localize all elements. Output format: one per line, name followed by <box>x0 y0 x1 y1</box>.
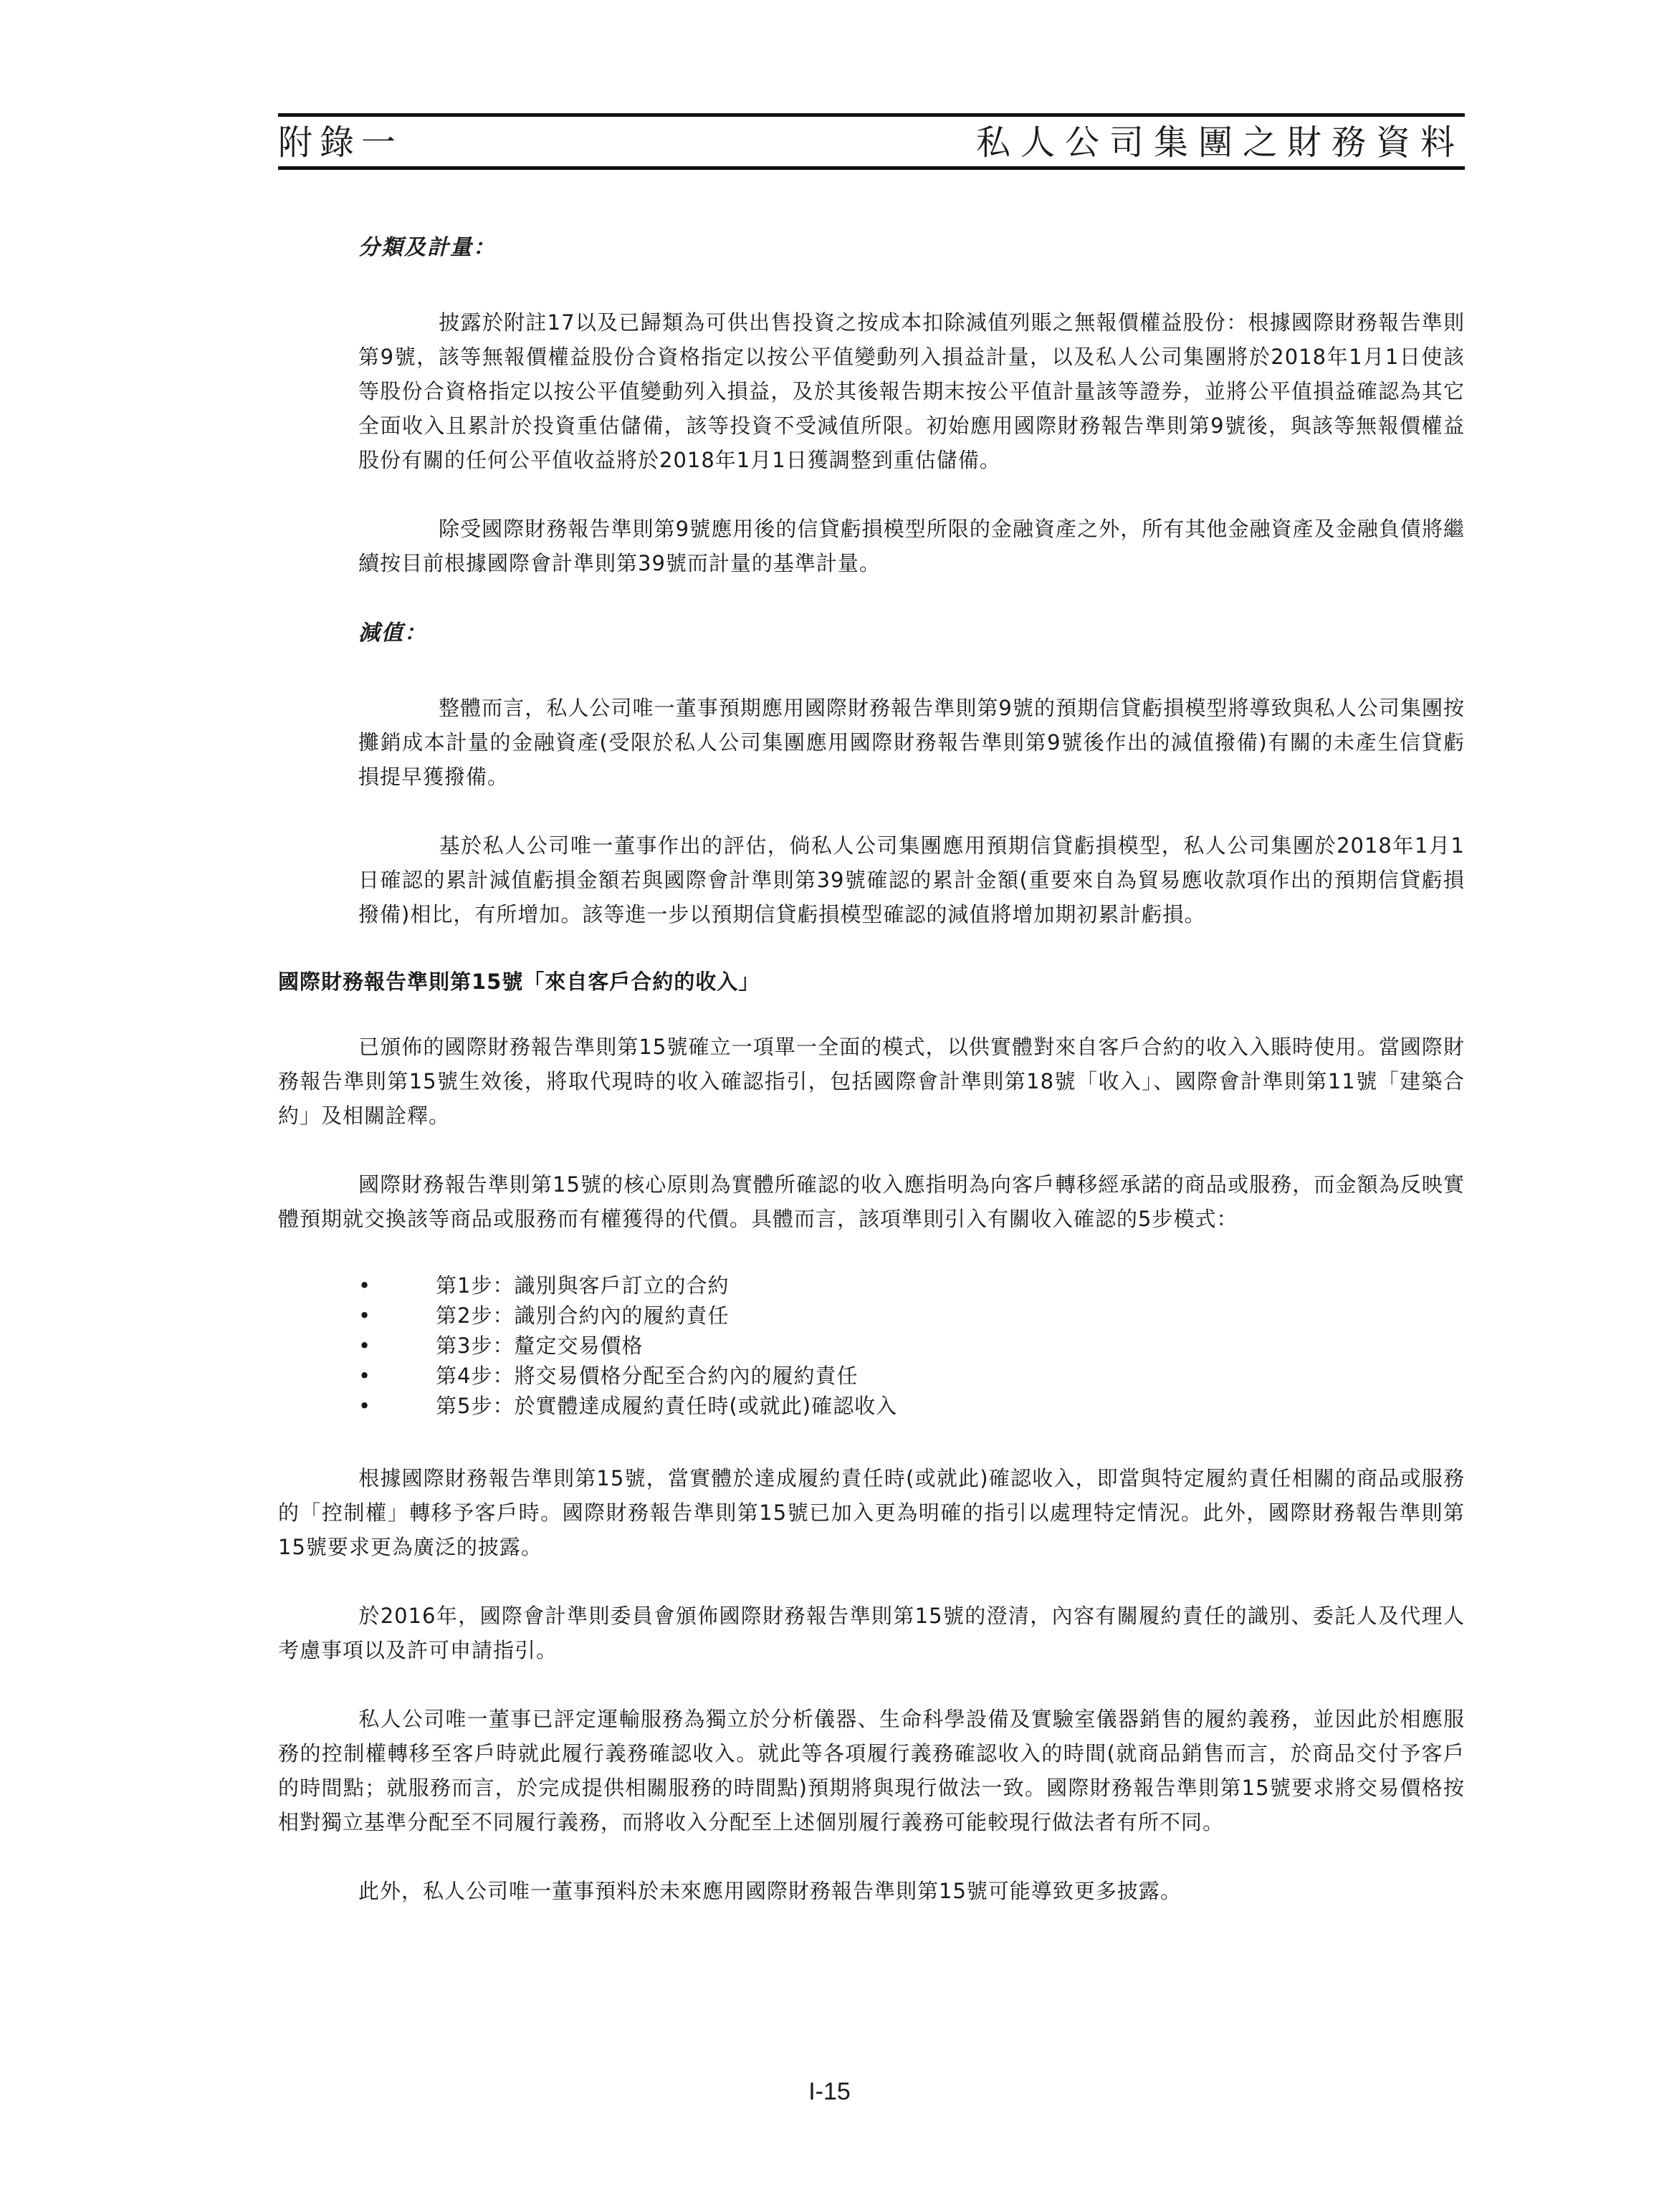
paragraph-equity-shares: 披露於附註17以及已歸類為可供出售投資之按成本扣除減值列賬之無報價權益股份：根據國際財務報告準則第9號，該等無報價權益股份合資格指定以按公平值變動列入損益計量，以及私人公司集團將於2018年1月1日使該等股份合資格指定以按公平值變動列入損益，及於其後報告期末按公平值計量該等證券，並將公平值損益確認為其它全面收入且累計於投資重估儲備，該等投資不受減值所限。初始應用國際財務報告準則第9號後，與該等無報價權益股份有關的任何公平值收益將於2018年1月1日獲調整到重估儲備。 <box>358 310 1465 472</box>
classification-heading: 分類及計量： <box>358 235 496 260</box>
paragraph-ifrs15-intro: 已頒佈的國際財務報告準則第15號確立一項單一全面的模式，以供實體對來自客戶合約的收入入賬時使用。當國際財務報告準則第15號生效後，將取代現時的收入確認指引，包括國際會計準則第18號「收入」、國際會計準則第11號「建築合約」及相關詮釋。 <box>278 1035 1465 1128</box>
paragraph-more-disclosure: 此外，私人公司唯一董事預料於未來應用國際財務報告準則第15號可能導致更多披露。 <box>358 1879 1182 1903</box>
page-body <box>278 229 1465 1943</box>
paragraph-impairment-assessment: 基於私人公司唯一董事作出的評估，倘私人公司集團應用預期信貸虧損模型，私人公司集團於2018年1月1日確認的累計減值虧損金額若與國際會計準則第39號確認的累計金額(重要來自為貿易應收款項作出的預期信貸虧損撥備)相比，有所增加。該等進一步以預期信貸虧損模型確認的減值將增加期初累計虧損。 <box>358 833 1465 927</box>
appendix-title: 附錄一 <box>278 123 403 163</box>
list-item: • 第3步：釐定交易價格 <box>278 1331 1465 1361</box>
paragraph-control-transfer: 根據國際財務報告準則第15號，當實體於達成履約責任時(或就此)確認收入，即當與特定履約責任相關的商品或服務的「控制權」轉移予客戶時。國際財務報告準則第15號已加入更為明確的指引以處理特定情況。此外，國際財務報告準則第15號要求更為廣泛的披露。 <box>278 1466 1465 1559</box>
paragraph-impairment-overall: 整體而言，私人公司唯一董事預期應用國際財務報告準則第9號的預期信貸虧損模型將導致與私人公司集團按攤銷成本計量的金融資產(受限於私人公司集團應用國際財務報告準則第9號後作出的減值撥備)有關的未產生信貸虧損提早獲撥備。 <box>358 696 1465 789</box>
list-item: • 第4步：將交易價格分配至合約內的履約責任 <box>278 1361 1465 1391</box>
bullet-icon: • <box>358 1334 372 1358</box>
five-step-list <box>278 1270 1465 1421</box>
bullet-icon: • <box>358 1303 372 1328</box>
bullet-icon: • <box>358 1364 372 1388</box>
header-bottom-rule <box>278 166 1465 170</box>
impairment-heading: 減值： <box>358 621 427 646</box>
paragraph-ifrs15-core-principle: 國際財務報告準則第15號的核心原則為實體所確認的收入應指明為向客戶轉移經承諾的商品或服務，而金額為反映實體預期就交換該等商品或服務而有權獲得的代價。具體而言，該項準則引入有關收入確認的5步模式： <box>278 1172 1465 1231</box>
list-item: • 第1步：識別與客戶訂立的合約 <box>278 1270 1465 1301</box>
paragraph-2016-clarification: 於2016年，國際會計準則委員會頒佈國際財務報告準則第15號的澄清，內容有關履約責任的識別、委託人及代理人考慮事項以及許可申請指引。 <box>278 1604 1465 1662</box>
page-number: I-15 <box>808 2078 851 2105</box>
bullet-icon: • <box>358 1394 372 1418</box>
header-top-rule <box>278 113 1465 117</box>
paragraph-performance-obligations: 私人公司唯一董事已評定運輸服務為獨立於分析儀器、生命科學設備及實驗室儀器銷售的履約義務，並因此於相應服務的控制權轉移至客戶時就此履行義務確認收入。就此等各項履行義務確認收入的時間(就商品銷售而言，於商品交付予客戶的時間點；就服務而言，於完成提供相關服務的時間點)預期將與現行做法一致。國際財務報告準則第15號要求將交易價格按相對獨立基準分配至不同履行義務，而將收入分配至上述個別履行義務可能較現行做法者有所不同。 <box>278 1707 1465 1834</box>
ifrs15-heading: 國際財務報告準則第15號「來自客戶合約的收入」 <box>278 969 760 994</box>
list-item: • 第2步：識別合約內的履約責任 <box>278 1301 1465 1331</box>
list-item: • 第5步：於實體達成履約責任時(或就此)確認收入 <box>278 1391 1465 1421</box>
bullet-icon: • <box>358 1273 372 1298</box>
section-title: 私人公司集團之財務資料 <box>975 123 1465 163</box>
paragraph-other-financial-assets: 除受國際財務報告準則第9號應用後的信貸虧損模型所限的金融資產之外，所有其他金融資產及金融負債將繼續按目前根據國際會計準則第39號而計量的基準計量。 <box>358 517 1465 575</box>
